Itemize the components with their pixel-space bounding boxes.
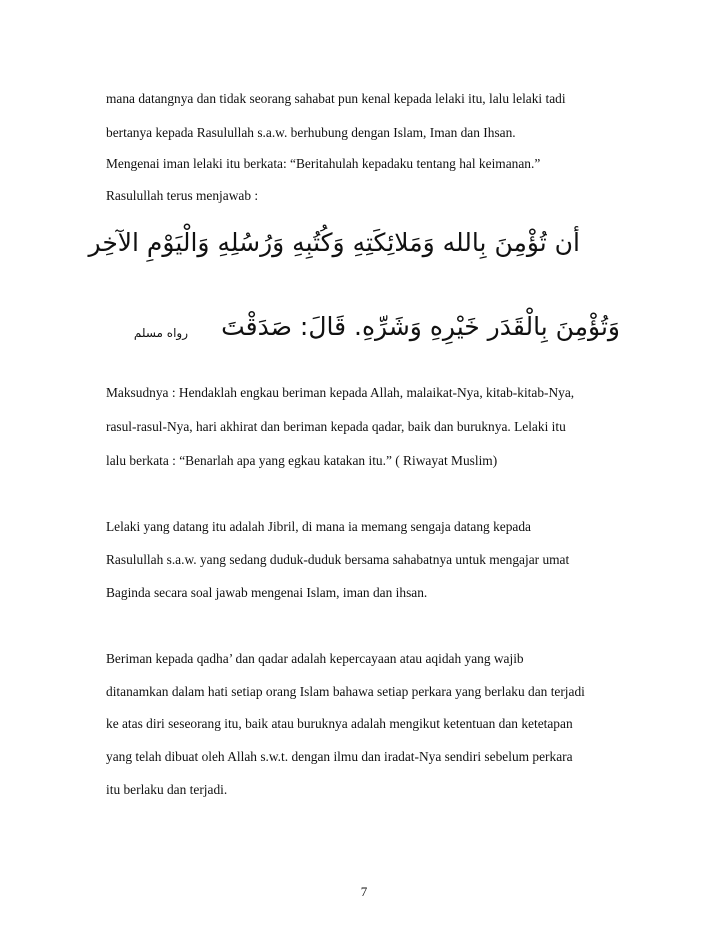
paragraph3-line-4: yang telah dibuat oleh Allah s.w.t. dengan ilmu dan iradat-Nya sendiri sebelum perkara [106, 749, 573, 764]
intro-line-1: mana datangnya dan tidak seorang sahabat pun kenal kepada lelaki itu, lalu lelaki tadi [106, 91, 566, 106]
meaning-line-1: Maksudnya : Hendaklah engkau beriman kepada Allah, malaikat-Nya, kitab-kitab-Nya, [106, 385, 575, 400]
paragraph3-line-3: ke atas diri seseorang itu, baik atau buruknya adalah mengikut ketentuan dan ketetapan [106, 716, 573, 731]
paragraph3-line-1: Beriman kepada qadha’ dan qadar adalah kepercayaan atau aqidah yang wajib [106, 651, 524, 666]
hadith-line-2: وَتُؤْمِنَ بِالْقَدَر خَيْرِهِ وَشَرِّهِ. قَالَ: صَدَقْتَ [221, 312, 620, 341]
hadith-source: رواه مسلم [133, 326, 188, 340]
paragraph3-line-2: ditanamkan dalam hati setiap orang Islam bahawa setiap perkara yang berlaku dan terjadi [106, 684, 585, 699]
paragraph3-line-5: itu berlaku dan terjadi. [106, 782, 228, 797]
page-number: 7 [360, 884, 368, 899]
paragraph2-line-3: Baginda secara soal jawab mengenai Islam, iman dan ihsan. [106, 585, 428, 600]
intro-line-4: Rasulullah terus menjawab : [106, 188, 259, 203]
paragraph2-line-1: Lelaki yang datang itu adalah Jibril, di mana ia memang sengaja datang kepada [106, 519, 531, 534]
paragraph2-line-2: Rasulullah s.a.w. yang sedang duduk-duduk bersama sahabatnya untuk mengajar umat [106, 552, 570, 567]
hadith-line-1: أن تُؤْمِنَ بِالله وَمَلائِكَتِهِ وَكُتُبِهِ وَرُسُلِهِ وَالْيَوْمِ الآخِر [88, 228, 580, 257]
meaning-line-2: rasul-rasul-Nya, hari akhirat dan beriman kepada qadar, baik dan buruknya. Lelaki itu [106, 419, 566, 434]
intro-line-2: bertanya kepada Rasulullah s.a.w. berhubung dengan Islam, Iman dan Ihsan. [106, 125, 516, 140]
meaning-line-3: lalu berkata : “Benarlah apa yang egkau katakan itu.” ( Riwayat Muslim) [106, 453, 498, 468]
intro-line-3: Mengenai iman lelaki itu berkata: “Beritahulah kepadaku tentang hal keimanan.” [106, 156, 541, 171]
